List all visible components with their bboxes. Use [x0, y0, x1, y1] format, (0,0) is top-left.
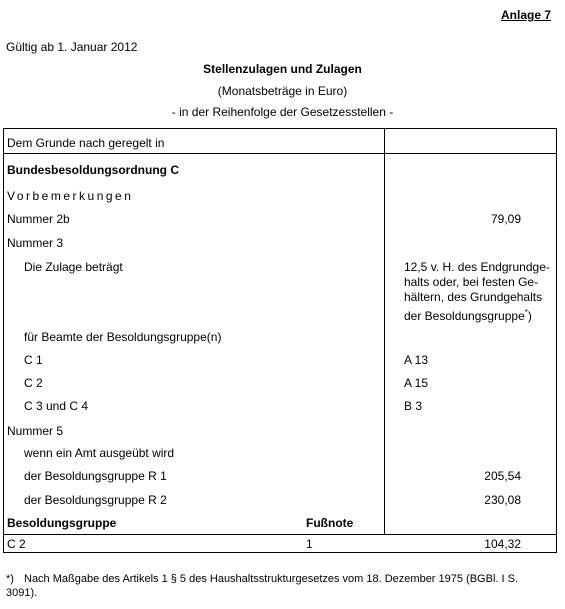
table-column-divider [384, 128, 385, 535]
zulage-line-2: halts oder, bei festen Ge- [404, 275, 539, 289]
r1-label: der Besoldungsgruppe R 1 [24, 469, 167, 483]
amt-label: wenn ein Amt ausgeübt wird [24, 446, 175, 460]
row-c3-c4-label: C 3 und C 4 [24, 399, 89, 413]
table-footer-divider [3, 534, 557, 535]
zulage-label: Die Zulage beträgt [24, 260, 123, 274]
nummer-2b-label: Nummer 2b [7, 212, 70, 226]
row-c1-label: C 1 [24, 353, 43, 367]
zulage-line-4: der Besoldungsgruppe [404, 309, 525, 323]
row-c1-value: A 13 [404, 353, 429, 367]
c2-gruppe: C 2 [7, 537, 26, 551]
row-c3-c4-value: B 3 [404, 399, 423, 413]
c2-fussnote: 1 [306, 537, 313, 551]
zulage-description [404, 260, 556, 324]
order-note: - in der Reihenfolge der Gesetzesstellen - [171, 105, 394, 119]
footnote-text: Nach Maßgabe des Artikels 1 § 5 des Haushaltsstrukturgesetzes vom 18. Dezember 1975 (BGBl. I S. 3091). [6, 573, 519, 599]
zulage-line-1: 12,5 v. H. des Endgrundge- [404, 260, 550, 274]
r2-label: der Besoldungsgruppe R 2 [24, 493, 167, 507]
anlage-label: Anlage 7 [500, 8, 551, 22]
footnote-mark: *) [6, 573, 14, 585]
validity-date: Gültig ab 1. Januar 2012 [6, 40, 138, 54]
besoldungsgruppe-heading: Besoldungsgruppe [7, 516, 117, 530]
table-header-divider [3, 153, 557, 154]
c2-value: 104,32 [484, 537, 521, 551]
section-heading: Bundesbesoldungsordnung C [7, 163, 179, 177]
fussnote-heading: Fußnote [306, 516, 354, 530]
r2-value: 230,08 [484, 493, 521, 507]
nummer-5-label: Nummer 5 [7, 424, 64, 438]
zulage-footnote-mark: * [524, 308, 528, 317]
table-header-cell: Dem Grunde nach geregelt in [7, 136, 165, 150]
row-c2-value: A 15 [404, 376, 429, 390]
vorbemerkungen-heading: Vorbemerkungen [7, 189, 134, 203]
r1-value: 205,54 [484, 469, 521, 483]
zulage-line-3: hältern, des Grundgehalts [404, 290, 543, 304]
besoldungsgruppe-label: für Beamte der Besoldungsgruppe(n) [24, 330, 222, 344]
document-subtitle: (Monatsbeträge in Euro) [217, 84, 348, 98]
zulage-close-paren: ) [527, 309, 532, 323]
nummer-3-label: Nummer 3 [7, 236, 64, 250]
footnote [6, 572, 552, 600]
document-title: Stellenzulagen und Zulagen [203, 62, 362, 76]
nummer-2b-value: 79,09 [490, 212, 521, 226]
row-c2-label: C 2 [24, 376, 43, 390]
